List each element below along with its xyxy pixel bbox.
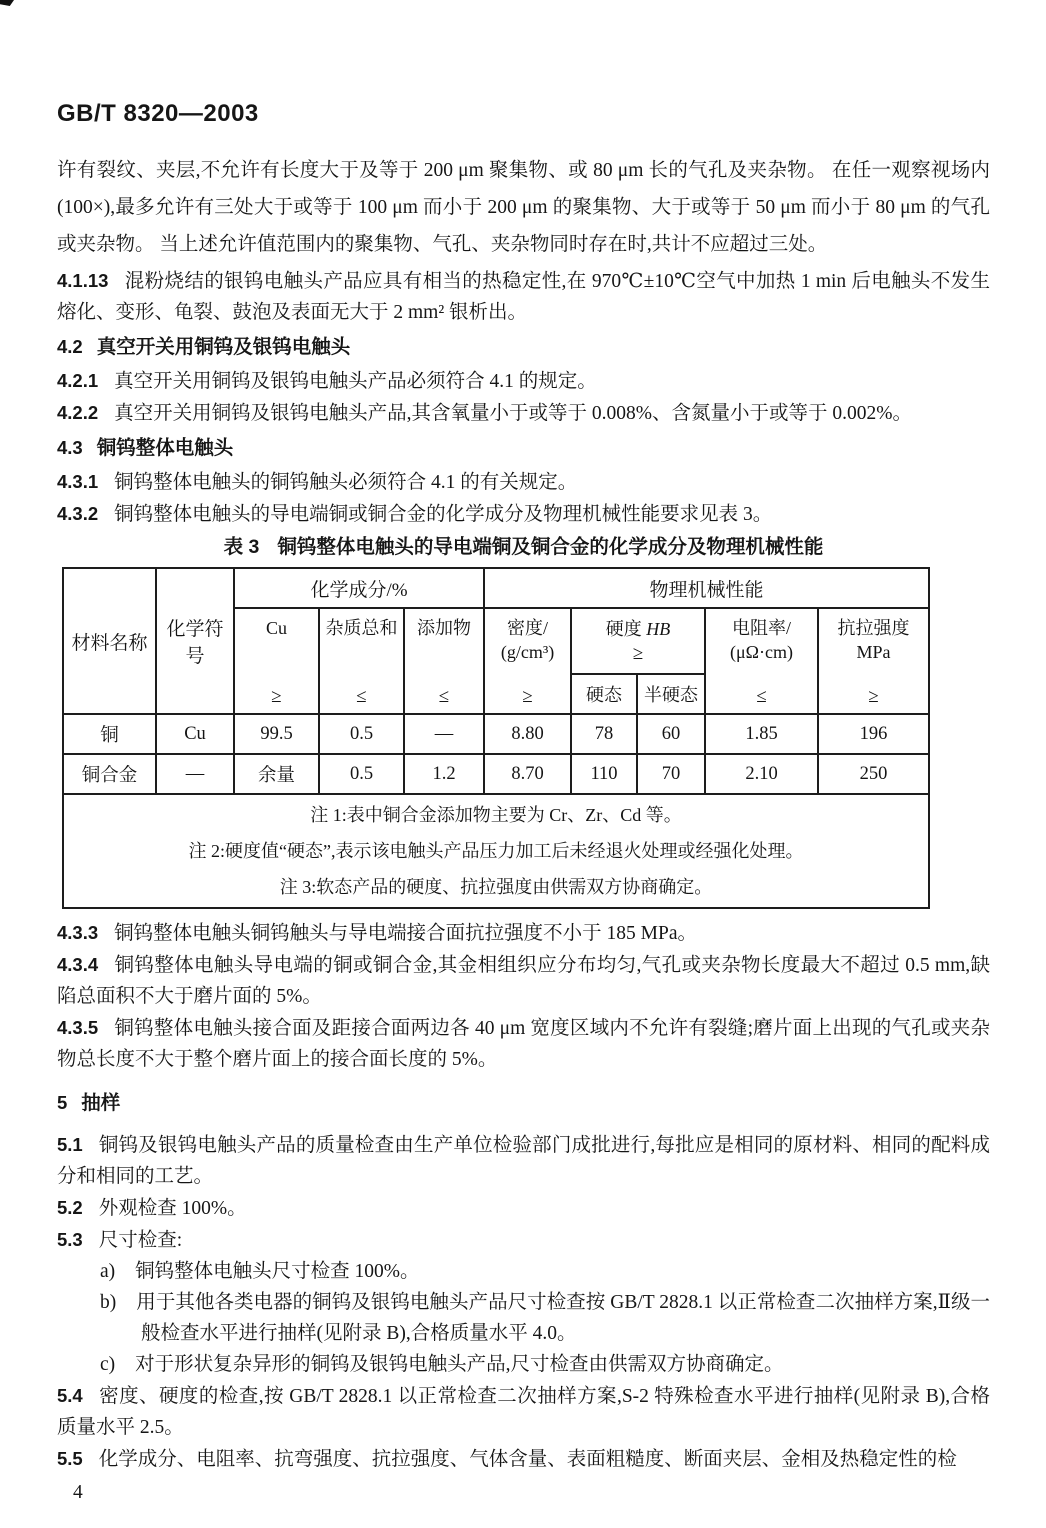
clause-4-3-4 (57, 949, 990, 1012)
cell-hard: 110 (571, 754, 637, 794)
table-notes (63, 794, 929, 908)
table-note-3: 注 3:软态产品的硬度、抗拉强度由供需双方协商确定。 (279, 877, 713, 897)
cell-impurity: 0.5 (319, 714, 404, 754)
list-marker: a) (100, 1261, 116, 1282)
table-note-2: 注 2:硬度值“硬态”,表示该电触头产品压力加工后未经退火处理或经强化处理。 (188, 841, 804, 861)
table-number: 表 3 (223, 536, 260, 558)
table-caption-text: 铜钨整体电触头的导电端铜及铜合金的化学成分及物理机械性能 (277, 536, 824, 558)
heading-4-2 (57, 331, 990, 363)
clause-number: 5.3 (57, 1229, 83, 1250)
clause-number: 5.1 (57, 1134, 83, 1155)
cell-tensile: 196 (818, 714, 929, 754)
cell-additive: — (404, 714, 484, 754)
clause-number: 4.3 (57, 437, 83, 458)
heading-title: 抽样 (81, 1092, 121, 1114)
table-row-copper-alloy (63, 754, 929, 794)
cell-tensile: 250 (818, 754, 929, 794)
cell-hard: 78 (571, 714, 637, 754)
clause-text: 真空开关用铜钨及银钨电触头产品必须符合 4.1 的规定。 (114, 371, 597, 392)
clause-5-3 (57, 1224, 990, 1256)
list-marker: b) (100, 1292, 117, 1313)
col-header-additive (404, 608, 484, 714)
paragraph-continuation: 许有裂纹、夹层,不允许有长度大于及等于 200 μm 聚集物、或 80 μm 长的气孔及夹杂物。 在任一观察视场内(100×),最多允许有三处大于或等于 100 μm 而小于 200 μm 的聚集物、大于或等于 50 μm 而小于 80 μm 的气孔或夹杂物。 当上述允许值范围内的聚集物、气孔、夹杂物同时存在时,共计不应超过三处。 (57, 160, 990, 255)
clause-number: 4.3.1 (57, 471, 99, 492)
clause-number: 5.4 (57, 1385, 83, 1406)
cell-cu: 余量 (234, 754, 319, 794)
clause-5-5 (57, 1443, 990, 1475)
col-label: 添加物 (417, 618, 472, 638)
cell-material: 铜合金 (63, 754, 156, 794)
clause-text: 密度、硬度的检查,按 GB/T 2828.1 以正常检查二次抽样方案,S-2 特殊检查水平进行抽样(见附录 B),合格质量水平 2.5。 (57, 1386, 990, 1438)
list-item-b (57, 1287, 990, 1349)
clause-5-1 (57, 1129, 990, 1192)
list-item-c (57, 1349, 990, 1380)
col-header-density (484, 608, 571, 714)
col-header-material: 材料名称 (63, 568, 156, 714)
clause-5-4 (57, 1380, 990, 1443)
clause-text: 铜钨及银钨电触头产品的质量检查由生产单位检验部门成批进行,每批应是相同的原材料、相同的配料成分和相同的工艺。 (57, 1135, 990, 1187)
clause-5-2 (57, 1192, 990, 1224)
clause-number: 5.2 (57, 1197, 83, 1218)
heading-4-3 (57, 432, 990, 464)
scan-artifact (0, 0, 14, 6)
table-note-1: 注 1:表中铜合金添加物主要为 Cr、Zr、Cd 等。 (310, 805, 682, 825)
cell-resistivity: 1.85 (705, 714, 818, 754)
col-header-cu (234, 608, 319, 714)
operator: ≥ (522, 686, 533, 707)
clause-4-3-3 (57, 917, 990, 949)
standard-code: GB/T 8320—2003 (57, 100, 259, 127)
col-label: 密度/ (g/cm³) (500, 618, 555, 662)
list-text: 对于形状复杂异形的铜钨及银钨电触头产品,尺寸检查由供需双方协商确定。 (135, 1354, 784, 1375)
clause-number: 5 (57, 1092, 68, 1113)
clause-text: 尺寸检查: (98, 1230, 183, 1251)
list-marker: c) (100, 1354, 116, 1375)
operator: ≤ (356, 686, 367, 707)
clause-4-1-13 (57, 265, 990, 328)
clause-number: 4.2.1 (57, 370, 99, 391)
clause-number: 4.2 (57, 336, 83, 357)
operator: ≥ (632, 643, 644, 664)
page-content (57, 100, 990, 1504)
clause-text: 化学成分、电阻率、抗弯强度、抗拉强度、气体含量、表面粗糙度、断面夹层、金相及热稳定性的检 (98, 1449, 957, 1470)
cell-symbol: Cu (156, 714, 234, 754)
clause-4-3-1 (57, 466, 990, 498)
col-label: 硬度 HB (605, 619, 671, 639)
clause-number: 4.3.5 (57, 1017, 99, 1038)
cell-cu: 99.5 (234, 714, 319, 754)
operator: ≥ (271, 686, 282, 707)
cell-impurity: 0.5 (319, 754, 404, 794)
heading-5 (57, 1087, 990, 1119)
cell-material: 铜 (63, 714, 156, 754)
clause-number: 4.3.3 (57, 922, 99, 943)
cell-density: 8.70 (484, 754, 571, 794)
clause-text: 混粉烧结的银钨电触头产品应具有相当的热稳定性,在 970℃±10℃空气中加热 1 min 后电触头不发生熔化、变形、龟裂、鼓泡及表面无大于 2 mm² 银析出。 (57, 271, 990, 323)
cell-semi-hard: 60 (637, 714, 705, 754)
col-label: 杂质总和 (325, 618, 398, 638)
col-label: 电阻率/ (μΩ·cm) (730, 618, 794, 662)
heading-title: 铜钨整体电触头 (96, 437, 234, 459)
cell-density: 8.80 (484, 714, 571, 754)
clause-text: 铜钨整体电触头的铜钨触头必须符合 4.1 的有关规定。 (114, 472, 578, 493)
clause-4-3-5 (57, 1012, 990, 1075)
clause-number: 5.5 (57, 1448, 83, 1469)
cell-semi-hard: 70 (637, 754, 705, 794)
table-3-caption (57, 534, 990, 560)
clause-number: 4.3.2 (57, 503, 99, 524)
operator: ≤ (438, 686, 450, 707)
clause-number: 4.2.2 (57, 402, 99, 423)
table-3 (62, 567, 930, 909)
clause-text: 铜钨整体电触头接合面及距接合面两边各 40 μm 宽度区域内不允许有裂缝;磨片面上出现的气孔或夹杂物总长度不大于整个磨片面上的接合面长度的 5%。 (57, 1018, 990, 1070)
clause-4-2-1 (57, 365, 990, 397)
table-row-copper (63, 714, 929, 754)
group-header-physical: 物理机械性能 (484, 568, 929, 608)
cell-symbol: — (156, 754, 234, 794)
col-header-hard-state: 硬态 (571, 674, 637, 714)
clause-text: 铜钨整体电触头导电端的铜或铜合金,其金相组织应分布均匀,气孔或夹杂物长度最大不超过 0.5 mm,缺陷总面积不大于磨片面的 5%。 (57, 955, 990, 1007)
col-header-symbol: 化学符号 (156, 568, 234, 714)
group-header-chemical: 化学成分/% (234, 568, 484, 608)
clause-number: 4.3.4 (57, 954, 99, 975)
col-header-impurity (319, 608, 404, 714)
list-text: 用于其他各类电器的铜钨及银钨电触头产品尺寸检查按 GB/T 2828.1 以正常检查二次抽样方案,Ⅱ级一般检查水平进行抽样(见附录 B),合格质量水平 4.0。 (136, 1292, 990, 1344)
col-header-semi-hard-state: 半硬态 (637, 674, 705, 714)
hb-symbol: HB (646, 619, 671, 639)
page-number: 4 (73, 1482, 83, 1503)
clause-4-3-2 (57, 498, 990, 530)
list-text: 铜钨整体电触头尺寸检查 100%。 (135, 1261, 420, 1282)
clause-text: 铜钨整体电触头的导电端铜或铜合金的化学成分及物理机械性能要求见表 3。 (114, 504, 773, 525)
col-label: Cu (265, 618, 287, 638)
clause-text: 真空开关用铜钨及银钨电触头产品,其含氧量小于或等于 0.008%、含氮量小于或等于 0.002%。 (114, 403, 913, 424)
cell-additive: 1.2 (404, 754, 484, 794)
clause-text: 铜钨整体电触头铜钨触头与导电端接合面抗拉强度不小于 185 MPa。 (114, 923, 697, 944)
operator: ≥ (868, 686, 879, 707)
list-item-a (57, 1256, 990, 1287)
heading-title: 真空开关用铜钨及银钨电触头 (96, 336, 351, 358)
operator: ≤ (756, 686, 767, 707)
col-header-tensile (818, 608, 929, 714)
cell-resistivity: 2.10 (705, 754, 818, 794)
clause-4-2-2 (57, 397, 990, 429)
col-header-resistivity (705, 608, 818, 714)
clause-text: 外观检查 100%。 (98, 1198, 247, 1219)
col-header-hardness (571, 608, 705, 674)
clause-number: 4.1.13 (57, 270, 109, 291)
col-label: 抗拉强度 MPa (837, 618, 910, 662)
